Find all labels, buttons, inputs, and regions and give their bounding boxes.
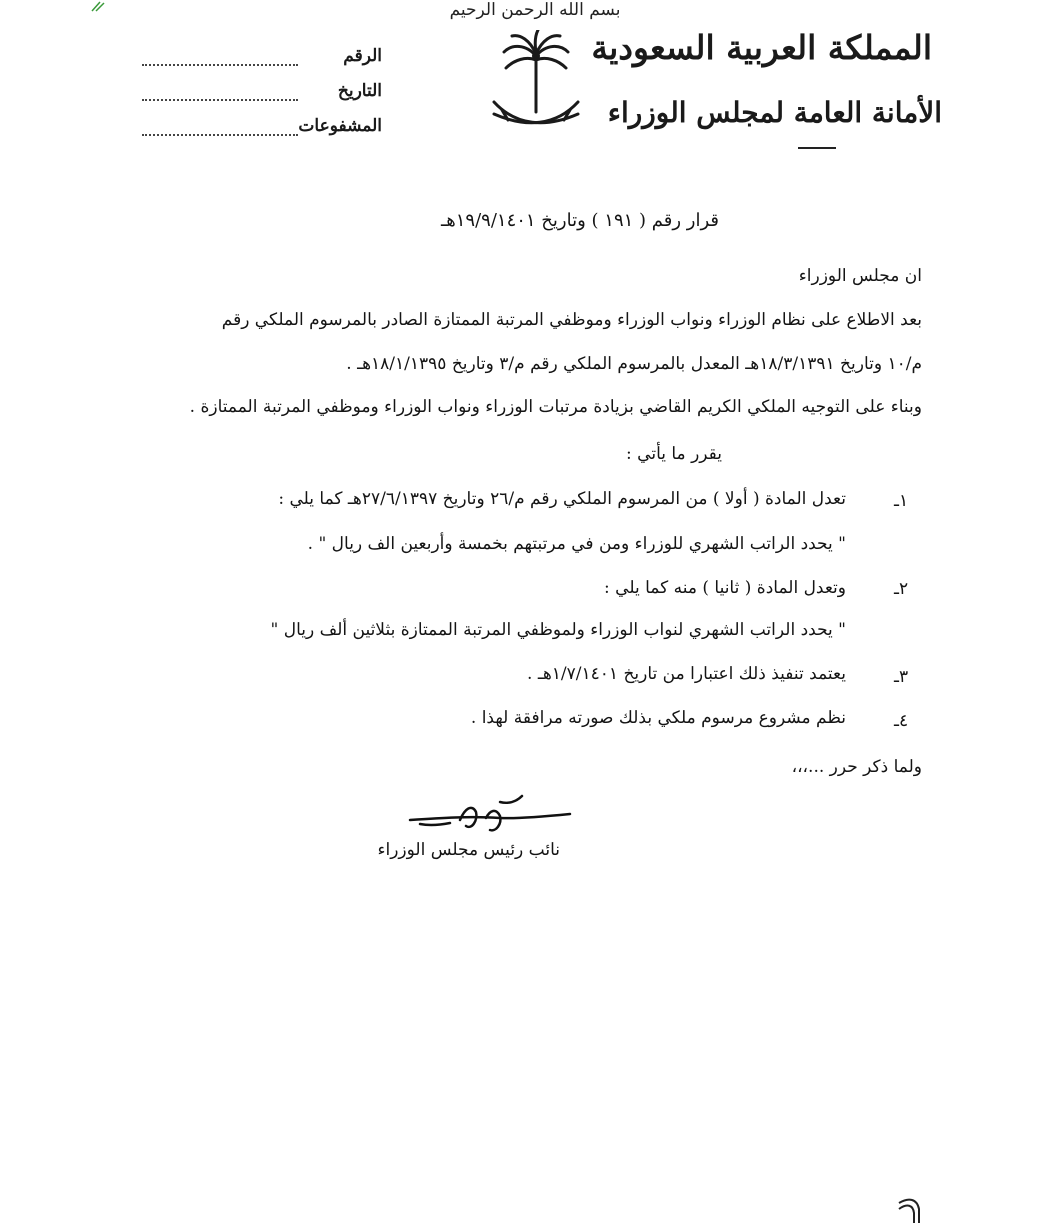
reference-number-field [142, 46, 382, 70]
letterhead-department: الأمانة العامة لمجلس الوزراء [607, 96, 942, 129]
basmala: بسم الله الرحمن الرحيم [449, 0, 621, 20]
item-text-1: تعدل المادة ( أولا ) من المرسوم الملكي رقم م/٢٦ وتاريخ ٢٧/٦/١٣٩٧هـ كما يلي : [278, 489, 846, 509]
letterhead-divider [798, 147, 836, 149]
item-number-4: ٤ـ [894, 711, 909, 731]
reference-number-label: الرقم [343, 46, 382, 66]
item-quote-2: " يحدد الراتب الشهري لنواب الوزراء ولموظفي المرتبة الممتازة بثلاثين ألف ريال " [270, 620, 846, 640]
closing-line: ولما ذكر حرر ...،،، [791, 757, 922, 777]
dotted-line [142, 99, 298, 101]
preamble-line-1: بعد الاطلاع على نظام الوزراء ونواب الوزراء وموظفي المرتبة الممتازة الصادر بالمرسوم الملكي رقم [221, 310, 922, 330]
resolution-title: قرار رقم ( ١٩١ ) وتاريخ ١٩/٩/١٤٠١هـ [441, 210, 719, 231]
dotted-line [142, 134, 298, 136]
item-text-2: وتعدل المادة ( ثانيا ) منه كما يلي : [604, 578, 846, 598]
signatory-title: نائب رئيس مجلس الوزراء [377, 840, 560, 860]
dotted-line [142, 64, 298, 66]
item-number-3: ٣ـ [894, 667, 909, 687]
corner-fold-mark [895, 1195, 925, 1223]
attachments-field [142, 116, 382, 140]
item-number-1: ١ـ [894, 491, 909, 511]
item-quote-1: " يحدد الراتب الشهري للوزراء ومن في مرتبتهم بخمسة وأربعين الف ريال " . [307, 534, 846, 554]
green-stamp-mark [90, 0, 114, 12]
preamble-line-3: وبناء على التوجيه الملكي الكريم القاضي بزيادة مرتبات الوزراء ونواب الوزراء وموظفي المرتبة الممتازة . [189, 397, 922, 417]
preamble-line-2: م/١٠ وتاريخ ١٨/٣/١٣٩١هـ المعدل بالمرسوم الملكي رقم م/٣ وتاريخ ١٨/١/١٣٩٥هـ . [346, 354, 922, 374]
item-text-3: يعتمد تنفيذ ذلك اعتبارا من تاريخ ١/٧/١٤٠١هـ . [527, 664, 846, 684]
intro-line: ان مجلس الوزراء [798, 266, 922, 286]
item-number-2: ٢ـ [894, 579, 909, 599]
date-field [142, 81, 382, 105]
palm-and-swords-emblem-icon [486, 30, 586, 140]
date-label: التاريخ [337, 81, 382, 101]
decides-heading: يقرر ما يأتي : [626, 444, 722, 464]
attachments-label: المشفوعات [298, 116, 382, 136]
item-text-4: نظم مشروع مرسوم ملكي بذلك صورته مرافقة لهذا . [470, 708, 846, 728]
letterhead-country: المملكة العربية السعودية [591, 28, 932, 67]
